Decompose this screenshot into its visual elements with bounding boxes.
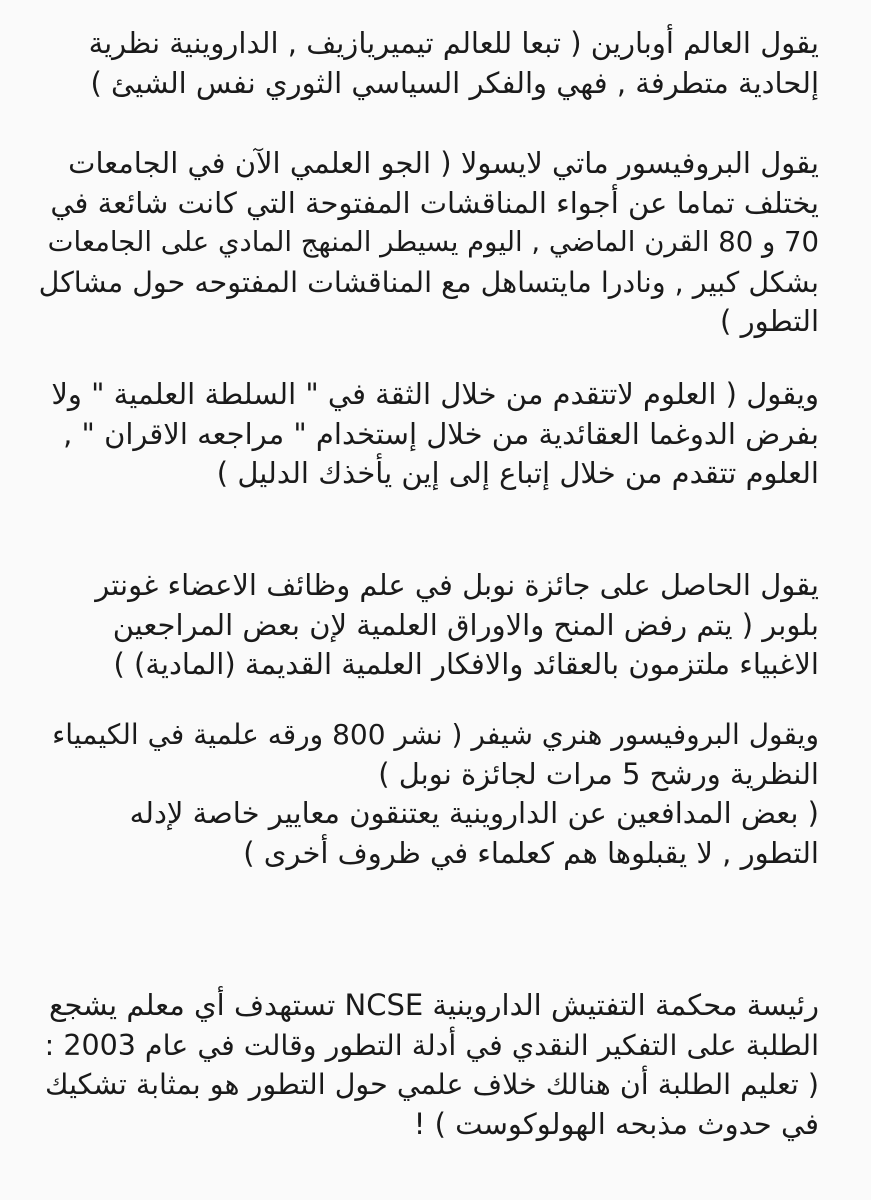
paragraph-blobel-quote xyxy=(39,566,819,685)
text-line: يقول الحاصل على جائزة نوبل في علم وظائف الاعضاء غونتر xyxy=(95,568,819,602)
text-line: بفرض الدوغما العقائدية من خلال إستخدام " مراجعه الاقران " , xyxy=(63,416,819,451)
text-line: ويقول البروفيسور هنري شيفر ( نشر 800 ورقه علمية في الكيمياء xyxy=(52,718,819,751)
paragraph-oparin-quote xyxy=(39,24,819,103)
text-line: ( تعليم الطلبة أن هنالك خلاف علمي حول التطور هو بمثابة تشكيك xyxy=(45,1068,819,1101)
text-line: الاغبياء ملتزمون بالعقائد والافكار العلمية القديمة (المادية) ) xyxy=(113,647,819,681)
text-line: التطور , لا يقبلوها هم كعلماء في ظروف أخرى ) xyxy=(243,835,819,870)
text-line: ويقول ( العلوم لاتتقدم من خلال الثقة في " السلطة العلمية " ولا xyxy=(51,377,819,411)
paragraph-schaefer-quote xyxy=(39,715,819,873)
text-line: ( بعض المدافعين عن الداروينية يعتنقون معايير خاصة لإدله xyxy=(129,796,819,830)
text-line: يقول البروفيسور ماتي لايسولا ( الجو العلمي الآن في الجامعات xyxy=(68,146,819,180)
text-line: الطلبة على التفكير النقدي في أدلة التطور وقالت في عام 2003 : xyxy=(44,1028,819,1062)
text-line: رئيسة محكمة التفتيش الداروينية NCSE تستهدف أي معلم يشجع xyxy=(49,988,819,1022)
text-line: 70 و 80 القرن الماضي , اليوم يسيطر المنهج المادي على الجامعات xyxy=(47,226,819,258)
paragraph-ncse-quote xyxy=(39,986,819,1144)
text-line: التطور ) xyxy=(720,304,819,338)
text-line: النظرية ورشح 5 مرات لجائزة نوبل ) xyxy=(378,756,819,791)
text-line: بلوبر ( يتم رفض المنح والاوراق العلمية لإن بعض المراجعين xyxy=(112,607,819,642)
text-line: يختلف تماما عن أجواء المناقشات المفتوحة التي كانت شائعة في xyxy=(50,185,819,220)
text-line: في حدوث مذبحه الهولوكوست ) ! xyxy=(413,1106,819,1141)
paragraph-leisola-second-quote xyxy=(39,375,819,494)
text-line: بشكل كبير , ونادرا مايتساهل مع المناقشات المفتوحه حول مشاكل xyxy=(38,265,819,299)
paragraph-leisola-quote xyxy=(39,144,819,342)
text-line: إلحادية متطرفة , فهي والفكر السياسي الثوري نفس الشيئ ) xyxy=(90,65,819,100)
text-line: العلوم تتقدم من خلال إتباع إلى إين يأخذك الدليل ) xyxy=(216,456,819,490)
text-line: يقول العالم أوبارين ( تبعا للعالم تيميريازيف , الداروينية نظرية xyxy=(88,26,819,60)
